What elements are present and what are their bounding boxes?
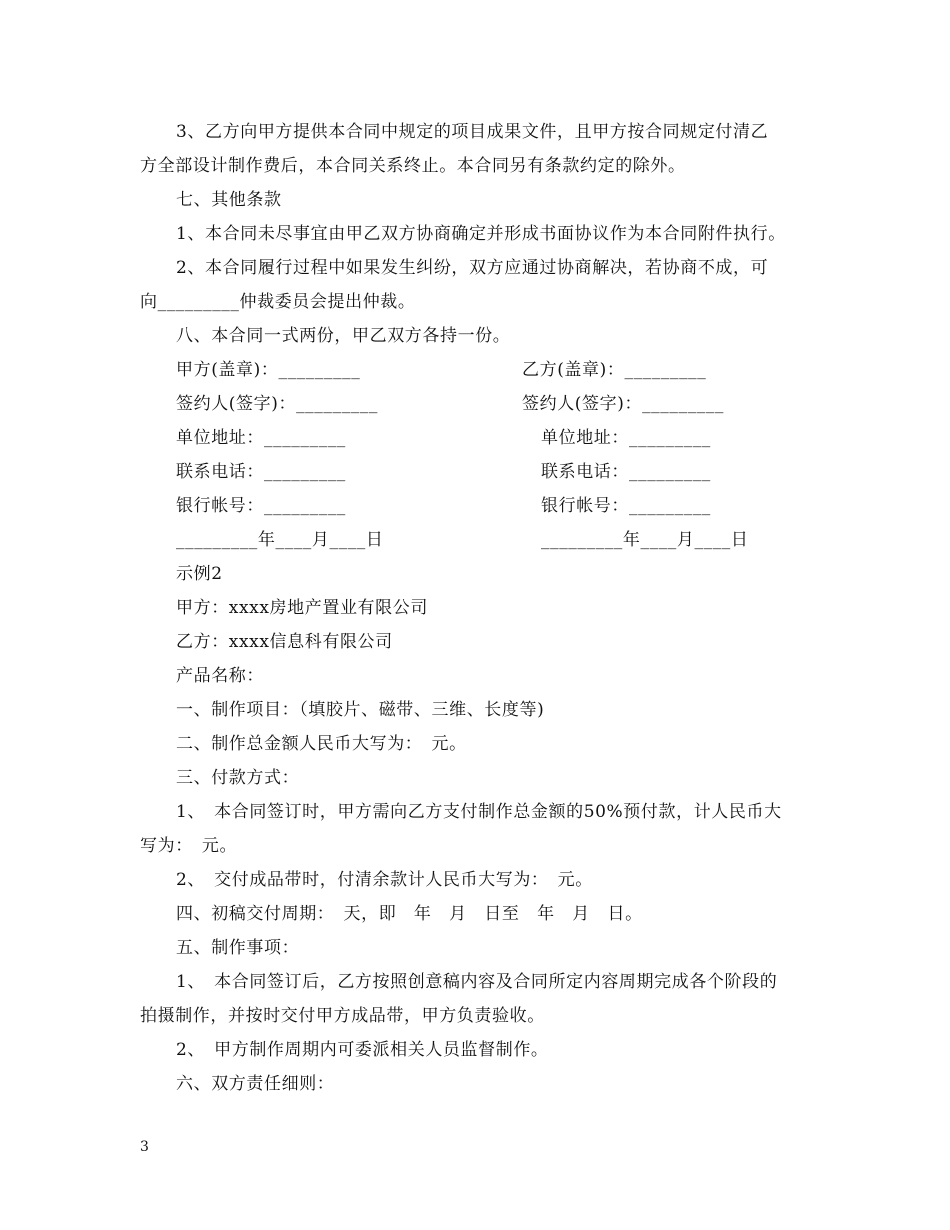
example-2-item-2: 2、 甲方制作周期内可委派相关人员监督制作。 — [176, 1040, 549, 1060]
party-b-address: 单位地址：_________ — [541, 428, 711, 448]
section-8-heading: 八、本合同一式两份，甲乙双方各持一份。 — [176, 326, 511, 346]
example-2-item-1-line-1: 1、 本合同签订后，乙方按照创意稿内容及合同所定内容周期完成各个阶段的 — [176, 972, 778, 992]
party-b-signer: 签约人(签字)：_________ — [522, 394, 724, 414]
party-a-seal: 甲方(盖章)：_________ — [176, 360, 361, 380]
example-2-heading: 示例2 — [176, 564, 223, 584]
example-2-payment-1-line-2: 写为： 元。 — [140, 836, 238, 856]
example-2-section-1: 一、制作项目：（填胶片、磁带、三维、长度等) — [176, 700, 545, 720]
example-2-item-1-line-2: 拍摄制作，并按时交付甲方成品带，甲方负责验收。 — [140, 1006, 545, 1026]
example-2-product-name: 产品名称： — [176, 666, 264, 686]
party-a-bank-account: 银行帐号：_________ — [176, 496, 346, 516]
party-b-phone: 联系电话：_________ — [541, 462, 711, 482]
example-2-section-5: 五、制作事项： — [176, 938, 300, 958]
party-a-signer: 签约人(签字)：_________ — [176, 394, 378, 414]
example-2-payment-1-line-1: 1、 本合同签订时，甲方需向乙方支付制作总金额的50%预付款，计人民币大 — [176, 802, 782, 822]
example-2-party-b: 乙方：xxxx信息科有限公司 — [176, 632, 393, 652]
party-a-phone: 联系电话：_________ — [176, 462, 346, 482]
clause-3-line-2: 方全部设计制作费后，本合同关系终止。本合同另有条款约定的除外。 — [140, 156, 686, 176]
page-number: 3 — [140, 1139, 149, 1155]
party-b-bank-account: 银行帐号：_________ — [541, 496, 711, 516]
example-2-section-2: 二、制作总金额人民币大写为： 元。 — [176, 734, 467, 754]
section-7-heading: 七、其他条款 — [176, 190, 282, 210]
example-2-section-6: 六、双方责任细则： — [176, 1074, 335, 1094]
party-a-date: _________年____月____日 — [176, 530, 384, 550]
party-a-address: 单位地址：_________ — [176, 428, 346, 448]
clause-3-line-1: 3、乙方向甲方提供本合同中规定的项目成果文件，且甲方按合同规定付清乙 — [176, 122, 769, 142]
party-b-date: _________年____月____日 — [541, 530, 749, 550]
example-2-section-3: 三、付款方式： — [176, 768, 300, 788]
section-7-clause-1: 1、本合同未尽事宜由甲乙双方协商确定并形成书面协议作为本合同附件执行。 — [176, 224, 786, 244]
section-7-clause-2-line-2: 向_________仲裁委员会提出仲裁。 — [140, 292, 416, 312]
example-2-payment-2: 2、 交付成品带时，付清余款计人民币大写为： 元。 — [176, 870, 593, 890]
section-7-clause-2-line-1: 2、本合同履行过程中如果发生纠纷，双方应通过协商解决，若协商不成，可 — [176, 258, 769, 278]
example-2-party-a: 甲方：xxxx房地产置业有限公司 — [176, 598, 428, 618]
example-2-section-4: 四、初稿交付周期： 天，即 年 月 日至 年 月 日。 — [176, 904, 643, 924]
party-b-seal: 乙方(盖章)：_________ — [522, 360, 707, 380]
